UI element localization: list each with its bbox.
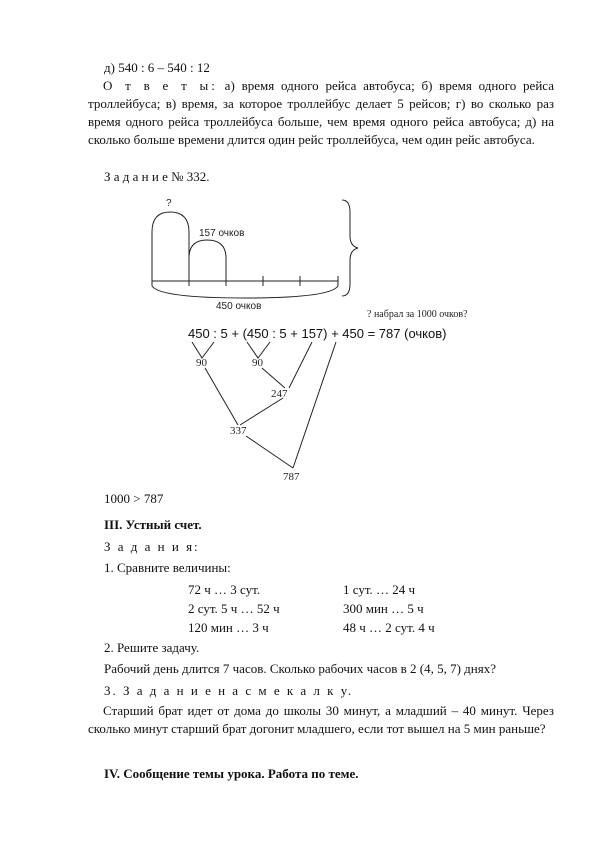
item-1: 1. Сравните величины: (104, 560, 231, 575)
tasks-label: З а д а н и я: (104, 539, 200, 554)
comparison-right: 48 ч … 2 сут. 4 ч (343, 620, 435, 635)
connector (246, 436, 293, 468)
section-4-heading: IV. Сообщение темы урока. Работа по теме. (104, 766, 359, 781)
label-450: 450 очков (216, 301, 262, 312)
comparison-right: 1 сут. … 24 ч (343, 582, 416, 597)
value-337: 337 (230, 425, 247, 437)
question-arc (152, 212, 189, 281)
value-787: 787 (283, 471, 300, 483)
answers-label: О т в е т ы: (103, 78, 218, 93)
line-d: д) 540 : 6 – 540 : 12 (104, 60, 210, 75)
comparison-left: 2 сут. 5 ч … 52 ч (188, 601, 280, 616)
connector (240, 398, 283, 425)
connector (192, 342, 214, 358)
right-brace (342, 200, 358, 296)
section-3-heading: III. Устный счет. (104, 517, 202, 532)
item-3: 3. З а д а н и е н а с м е к а л к у. (104, 683, 354, 698)
connector (262, 368, 285, 388)
compare-line: 1000 > 787 (104, 491, 164, 506)
brace-450 (152, 286, 338, 298)
value-247: 247 (271, 388, 288, 400)
problem-2: Рабочий день длится 7 часов. Сколько рабочих часов в 2 (4, 5, 7) днях? (104, 661, 496, 676)
item-2: 2. Решите задачу. (104, 640, 200, 655)
question-text: ? набрал за 1000 очков? (367, 309, 468, 320)
comparison-left: 120 мин … 3 ч (188, 620, 269, 635)
connector (289, 342, 312, 388)
connector (247, 342, 270, 358)
value-90-a: 90 (196, 357, 207, 369)
connector (205, 368, 238, 425)
label-157: 157 очков (199, 228, 245, 239)
arc-157 (189, 240, 226, 281)
comparison-right: 300 мин … 5 ч (343, 601, 424, 616)
connector (293, 342, 336, 468)
task-332-heading: З а д а н и е № 332. (104, 169, 210, 184)
equation: 450 : 5 + (450 : 5 + 157) + 450 = 787 (очков) (188, 326, 447, 341)
question-mark: ? (166, 198, 172, 209)
problem-3: Старший брат идет от дома до школы 30 минут, а младший – 40 минут. Через сколько минут старший брат догонит младшего, если тот вышел на 5 мин раньше? (88, 703, 554, 736)
comparison-left: 72 ч … 3 сут. (188, 582, 261, 597)
answers-text: а) время одного рейса автобуса; б) время одного рейса троллейбуса; в) время, за которое троллейбус делает 5 рейсов; г) во сколько раз время одного рейса троллейбуса больше, чем время одного рейса автобуса; д) на сколько больше времени длится один рейс троллейбуса, чем один рейс автобуса. (88, 78, 554, 147)
value-90-b: 90 (252, 357, 263, 369)
